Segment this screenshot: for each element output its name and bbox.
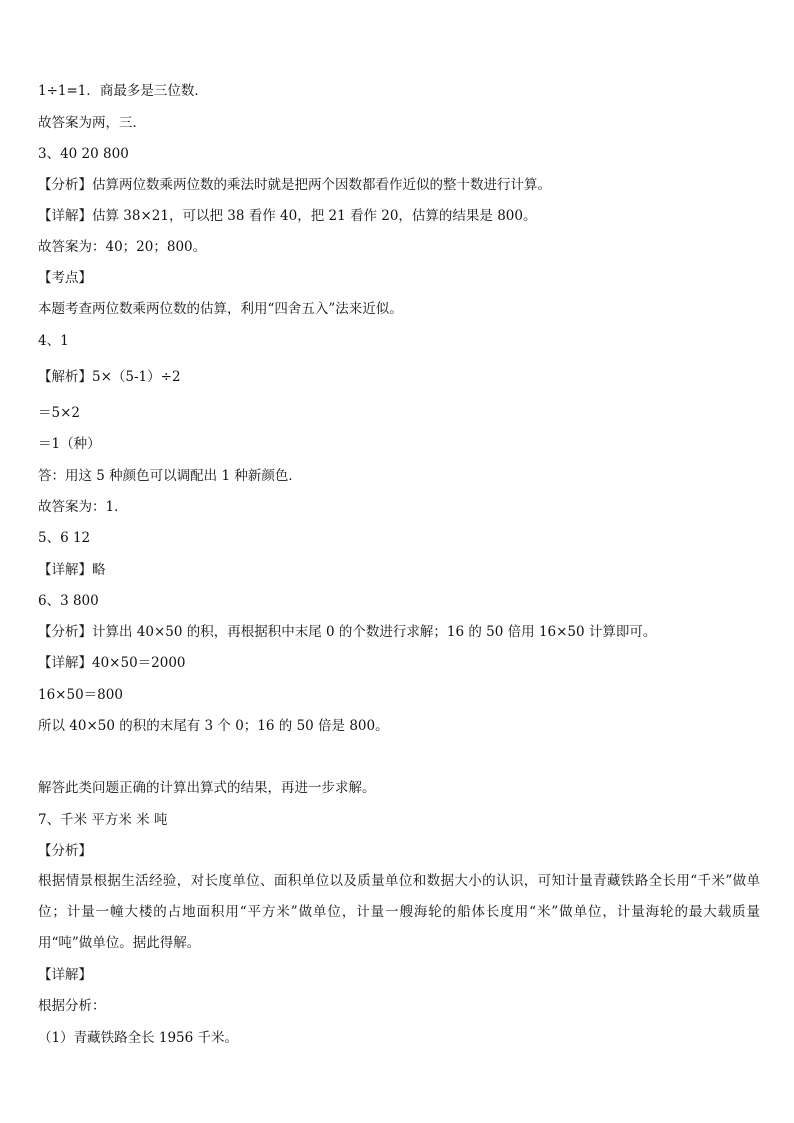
text-line: 16×50＝800 xyxy=(38,687,123,703)
answer-4-heading: 4、1 xyxy=(38,333,69,349)
text-line: 【分析】估算两位数乘两位数的乘法时就是把两个因数都看作近似的整十数进行计算。 xyxy=(38,177,551,193)
text-line: 根据分析： xyxy=(38,998,106,1014)
text-line: ＝1（种） xyxy=(38,436,101,452)
text-line: 【详解】 xyxy=(38,967,92,983)
text-line: ＝5×2 xyxy=(38,405,80,421)
text-line: 解答此类问题正确的计算出算式的结果，再进一步求解。 xyxy=(38,780,376,796)
text-line: 答：用这 5 种颜色可以调配出 1 种新颜色． xyxy=(38,468,302,484)
text-line: 故答案为两，三． xyxy=(38,115,146,131)
text-line: 所以 40×50 的积的末尾有 3 个 0；16 的 50 倍是 800。 xyxy=(38,718,389,734)
text-line: 本题考查两位数乘两位数的估算，利用“四舍五入”法来近似。 xyxy=(38,301,403,317)
text-line: 1÷1=1．商最多是三位数． xyxy=(38,83,208,99)
text-line: 【分析】 xyxy=(38,843,92,859)
answer-7-heading: 7、千米 平方米 米 吨 xyxy=(38,812,168,828)
text-line: （1）青藏铁路全长 1956 千米。 xyxy=(38,1030,239,1046)
text-line: 故答案为：40；20；800。 xyxy=(38,239,207,255)
text-line: 【详解】估算 38×21，可以把 38 看作 40，把 21 看作 20，估算的结果是 800。 xyxy=(38,208,537,224)
text-line: 故答案为：1． xyxy=(38,499,128,515)
answer-5-heading: 5、6 12 xyxy=(38,530,91,546)
text-line: 【详解】40×50＝2000 xyxy=(38,655,186,671)
answer-6-heading: 6、3 800 xyxy=(38,593,99,609)
text-line: 【分析】计算出 40×50 的积，再根据积中末尾 0 的个数进行求解；16 的 50 倍用 16×50 计算即可。 xyxy=(38,624,657,640)
text-line: 【详解】略 xyxy=(38,562,106,578)
text-line: 【考点】 xyxy=(38,270,92,286)
analysis-paragraph: 根据情景根据生活经验，对长度单位、面积单位以及质量单位和数据大小的认识，可知计量青藏铁路全长用“千米”做单位；计量一幢大楼的占地面积用“平方米”做单位，计量一艘海轮的船体长度用“米”做单位，计量海轮的最大载质量用“吨”做单位。据此得解。 xyxy=(38,873,760,951)
answer-3-heading: 3、40 20 800 xyxy=(38,146,129,162)
text-line: 【解析】5×（5-1）÷2 xyxy=(38,369,181,385)
